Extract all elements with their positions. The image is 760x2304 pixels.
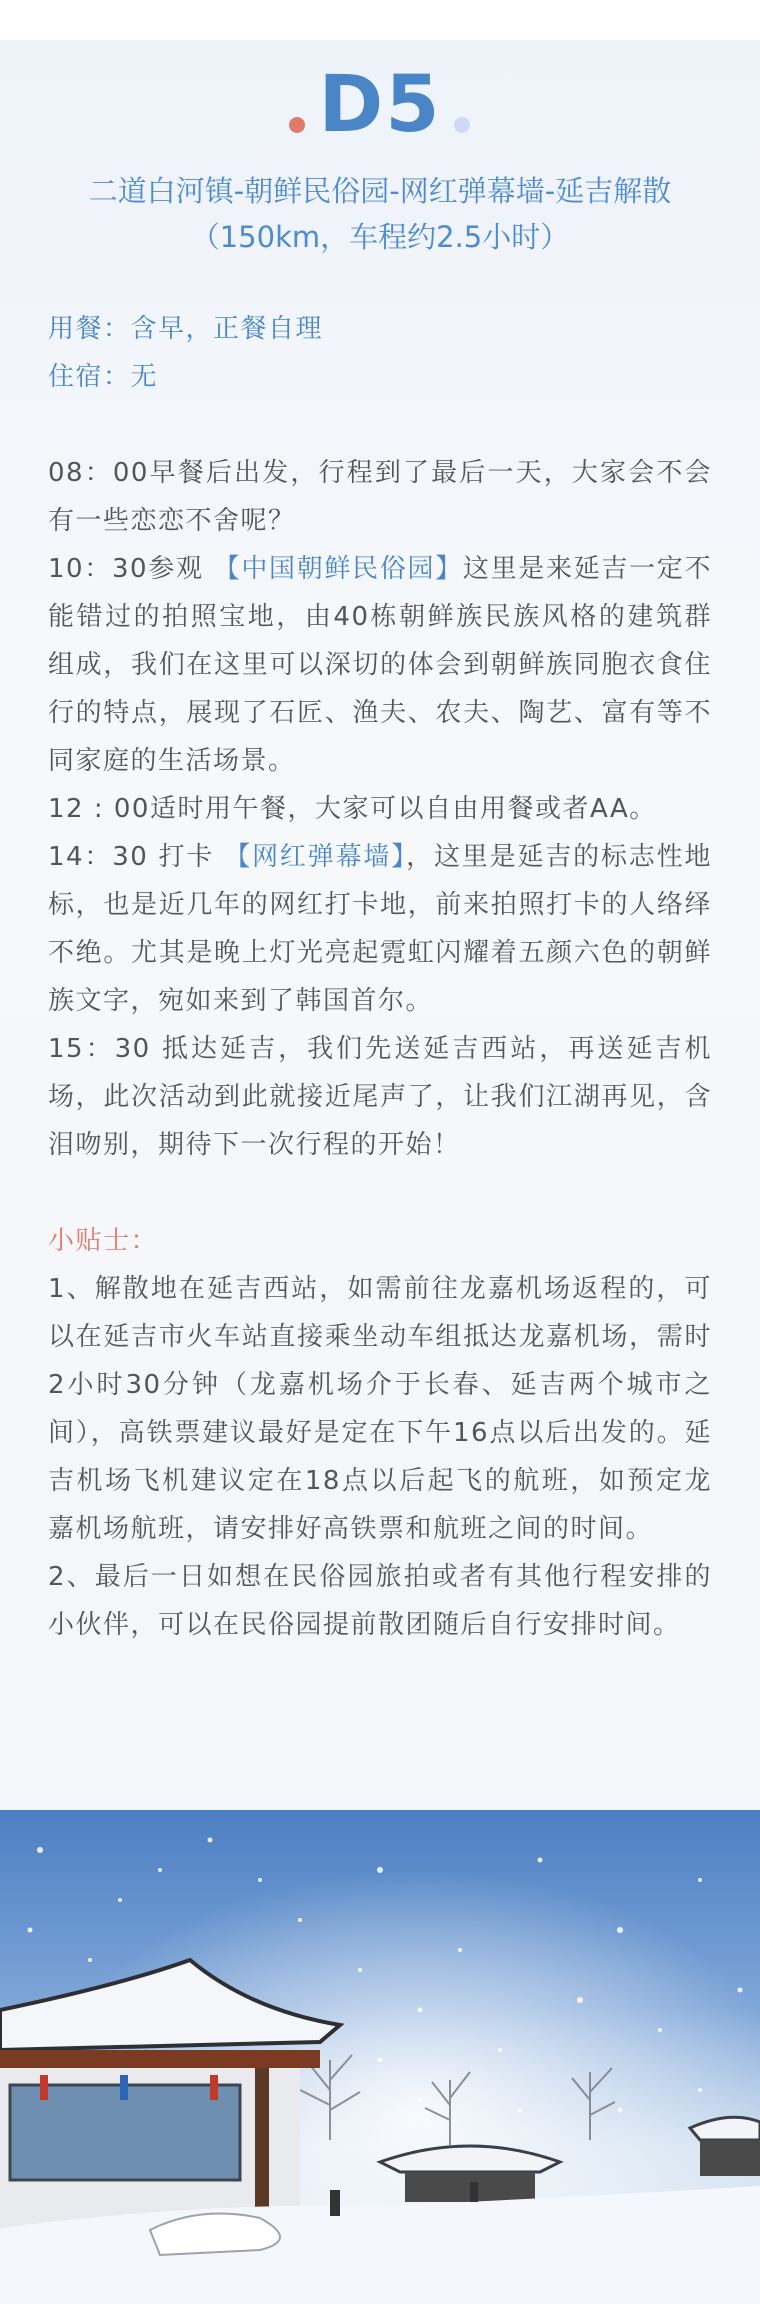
itinerary-item-1200 [48,785,712,833]
wooden-pillar [255,2068,269,2228]
tip-item-1: 1、解散地在延吉西站，如需前往龙嘉机场返程的，可以在延吉市火车站直接乘坐动车组抵达龙嘉机场，需时2小时30分钟（龙嘉机场介于长春、延吉两个城市之间），高铁票建议最好是定在下午16点以后出发的。延吉机场飞机建议定在18点以后起飞的航班，如预定龙嘉机场航班，请安排好高铁票和航班之间的时间。 [48,1274,712,1544]
itinerary-text: 10：30参观 [48,554,214,584]
lodging-label: 住宿： [48,362,131,392]
itinerary-text: 15：30 抵达延吉，我们先送延吉西站，再送延吉机场，此次活动到此就接近尾声了，让我们江湖再见，含泪吻别，期待下一次行程的开始！ [48,1034,712,1160]
itinerary-text: 14：30 打卡 [48,842,225,872]
route-line-1: 二道白河镇-朝鲜民俗园-网红弹幕墙-延吉解散 [88,174,672,208]
route-line-2: （150km，车程约2.5小时） [190,220,570,254]
itinerary-text: 12 : 00适时用午餐，大家可以自由用餐或者AA。 [48,794,657,824]
lodging-value: 无 [130,362,159,392]
tips-title: 小贴士： [48,1226,159,1256]
stone-post [470,2182,478,2202]
hanging-lantern [120,2075,128,2100]
itinerary-content [48,305,712,1649]
spacer [48,1169,712,1217]
itinerary-text: ，这里是延吉的标志性地标，也是近几年的网红打卡地，前来拍照打卡的人络绎不绝。尤其是晚上灯光亮起霓虹闪耀着五颜六色的朝鲜族文字，宛如来到了韩国首尔。 [48,842,712,1016]
tip-item-2: 2、最后一日如想在民俗园旅拍或者有其他行程安排的小伙伴，可以在民俗园提前散团随后自行安排时间。 [48,1562,712,1640]
snow-village-photo [0,1810,760,2304]
snow-scene-illustration [0,1810,760,2304]
top-strip [0,0,760,40]
meals-line [48,305,712,353]
meals-value: 含早，正餐自理 [130,314,324,344]
roof-beam [0,2050,320,2068]
stone-post [330,2190,340,2216]
itinerary-text: 08：00早餐后出发，行程到了最后一天，大家会不会有一些恋恋不舍呢？ [48,458,712,536]
hanging-lantern [40,2075,48,2100]
meals-label: 用餐： [48,314,131,344]
itinerary-item-0800 [48,449,712,545]
far-building-body [700,2140,760,2176]
itinerary-highlight-bullet-wall: 【网红弹幕墙】 [224,842,407,872]
itinerary-item-1430 [48,833,712,1025]
day-label: D5 [318,60,442,150]
day-heading [0,60,760,150]
spacer [48,401,712,449]
hanging-lantern [210,2075,218,2100]
itinerary-item-1530 [48,1025,712,1169]
lodging-line [48,353,712,401]
itinerary-highlight-folk-village: 【中国朝鲜民俗园】 [213,554,463,584]
route-title [0,168,760,260]
itinerary-item-1030 [48,545,712,785]
itinerary-text: 这里是来延吉一定不能错过的拍照宝地，由40栋朝鲜族民族风格的建筑群组成，我们在这里可以深切的体会到朝鲜族同胞衣食住行的特点，展现了石匠、渔夫、农夫、陶艺、富有等不同家庭的生活场景。 [48,554,712,776]
